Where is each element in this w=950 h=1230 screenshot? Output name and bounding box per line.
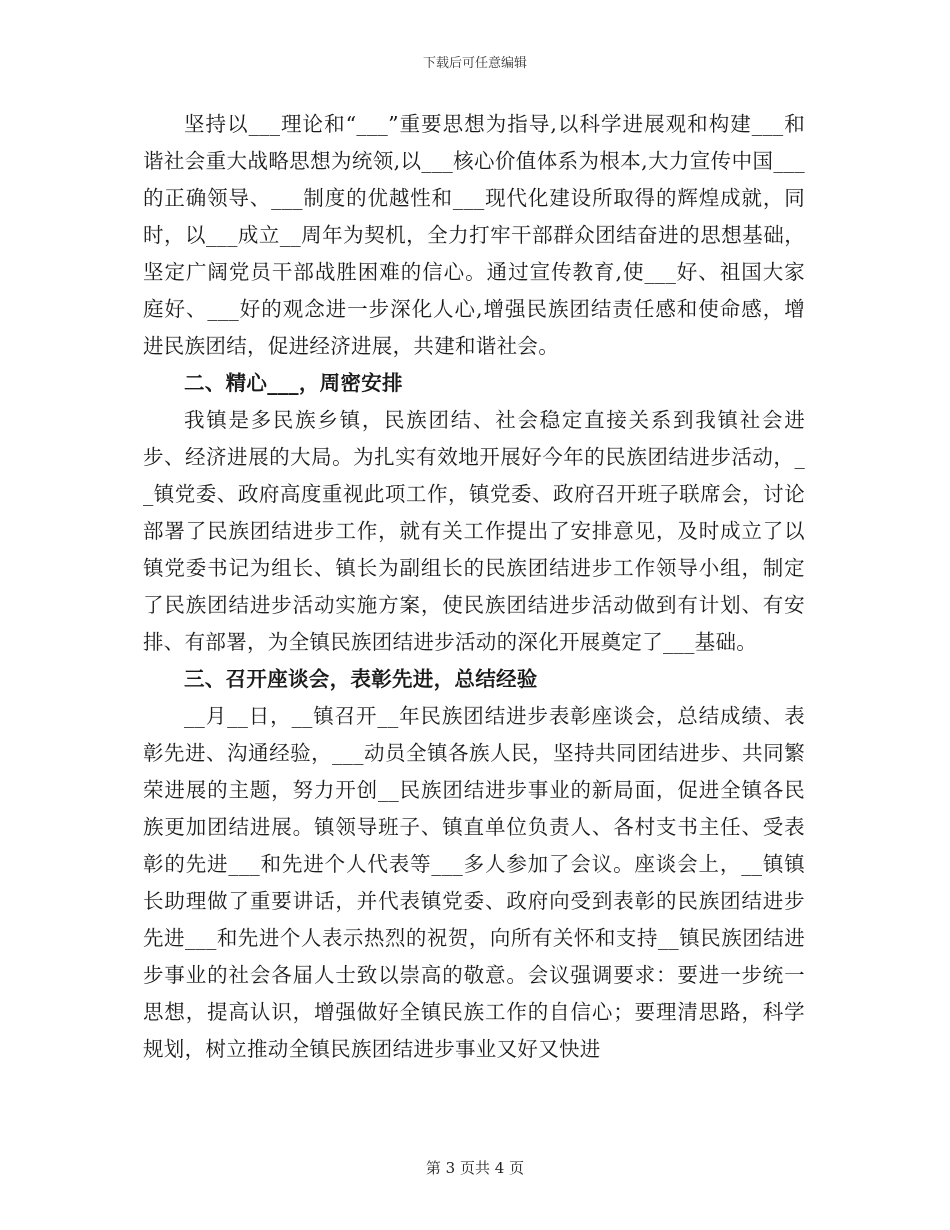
section-heading-arrangement: 二、精心___，周密安排: [184, 371, 403, 395]
paragraph-guiding-thought: 坚持以___理论和“___”重要思想为指导,以科学进展观和构建___和谐社会重大战略思想为统领,以___核心价值体系为根本,大力宣传中国___的正确领导、___制度的优越性和___现代化建设所取得的辉煌成就，同时，以___成立__周年为契机，全力打牢干部群众团结奋进的思想基础，坚定广阔党员干部战胜困难的信心。通过宣传教育,使___好、祖国大家庭好、___好的观念进一步深化人心,增强民族团结责任感和使命感，增进民族团结，促进经济进展，共建和谐社会。: [143, 112, 805, 358]
section-heading-symposium: 三、召开座谈会，表彰先进，总结经验: [184, 667, 538, 691]
document-body: [143, 106, 805, 1068]
paragraph-arrangement: 我镇是多民族乡镇，民族团结、社会稳定直接关系到我镇社会进步、经济进展的大局。为扎实有效地开展好今年的民族团结进步活动，__镇党委、政府高度重视此项工作，镇党委、政府召开班子联席会，讨论部署了民族团结进步工作，就有关工作提出了安排意见，及时成立了以镇党委书记为组长、镇长为副组长的民族团结进步工作领导小组，制定了民族团结进步活动实施方案，使民族团结进步活动做到有计划、有安排、有部署，为全镇民族团结进步活动的深化开展奠定了___基础。: [143, 408, 805, 654]
page-header: 下载后可任意编辑: [422, 56, 527, 71]
paragraph-symposium: __月__日，__镇召开__年民族团结进步表彰座谈会，总结成绩、表彰先进、沟通经验，___动员全镇各族人民，坚持共同团结进步、共同繁荣进展的主题，努力开创__民族团结进步事业的新局面，促进全镇各民族更加团结进展。镇领导班子、镇直单位负责人、各村支书主任、受表彰的先进___和先进个人代表等___多人参加了会议。座谈会上，__镇镇长助理做了重要讲话，并代表镇党委、政府向受到表彰的民族团结进步先进___和先进个人表示热烈的祝贺，向所有关怀和支持__镇民族团结进步事业的社会各届人士致以崇高的敬意。会议强调要求：要进一步统一思想，提高认识，增强做好全镇民族工作的自信心；要理清思路，科学规划，树立推动全镇民族团结进步事业又好又快进: [143, 704, 805, 1061]
page-footer: 第 3 页共 4 页: [425, 1159, 525, 1177]
